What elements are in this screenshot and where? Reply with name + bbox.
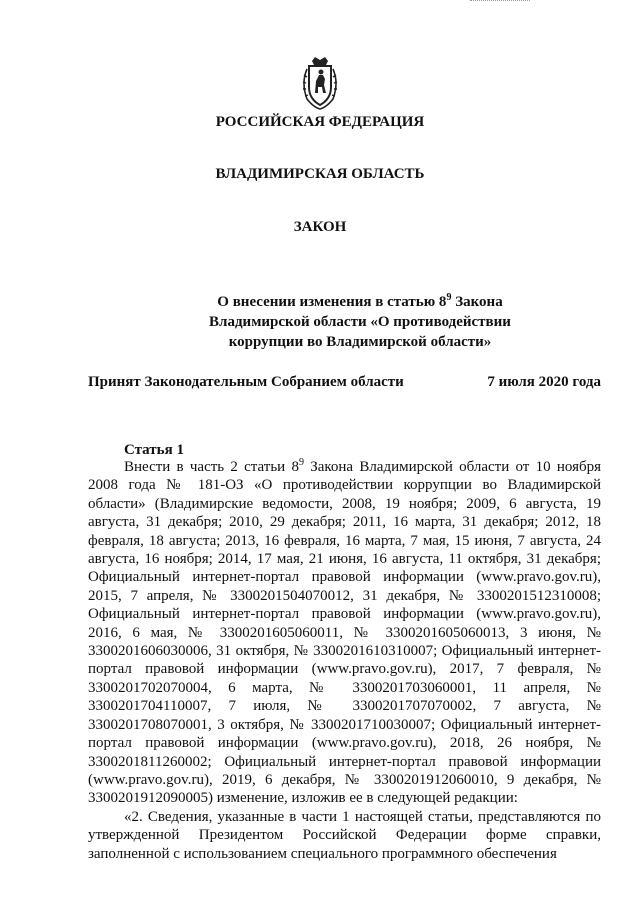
- region-heading: ВЛАДИМИРСКАЯ ОБЛАСТЬ: [215, 166, 425, 182]
- country-heading: РОССИЙСКАЯ ФЕДЕРАЦИЯ: [215, 114, 425, 130]
- article-heading: Статья 1: [124, 442, 184, 458]
- adopted-date: 7 июля 2020 года: [487, 374, 601, 390]
- scan-artifact: [470, 0, 530, 4]
- law-title-line2: Владимирской области «О противодействии: [209, 314, 511, 330]
- article-body: [88, 458, 601, 863]
- document-type-heading: ЗАКОН: [293, 219, 347, 235]
- adopted-by: Принят Законодательным Собранием области: [88, 374, 404, 390]
- paragraph: Внести в часть 2 статьи $8^9$ Закона Владимирской области от 10 ноября 2008 года № 181-ОЗ «О противодействии коррупции во Владимирской области» (Владимирские ведомости, 2008, 19 ноября; 2009, 6 августа, 19 августа, 31 декабря; 2010, 29 декабря; 2011, 16 марта, 31 декабря; 2012, 18 февраля, 18 августа; 2013, 16 февраля, 16 марта, 7 мая, 15 июня, 7 августа, 24 августа, 16 ноября; 2014, 17 мая, 21 июня, 16 августа, 11 октября, 31 декабря; Официальный интернет-портал правовой информации (www.pravo.gov.ru), 2015, 7 апреля, № 3300201504070012, 31 декабря, № 3300201512310008; Официальный интернет-портал правовой информации (www.pravo.gov.ru), 2016, 6 мая, № 3300201605060011, № 3300201605060013, 3 июня, № 3300201606030006, 31 октября, № 3300201610310007; Официальный интернет-портал правовой информации (www.pravo.gov.ru), 2017, 7 февраля, № 3300201702070004, 6 марта, № 3300201703060001, 11 апреля, № 3300201704110007, 7 июля, № 3300201707070002, 7 августа, № 3300201708070001, 3 октября, № 3300201710030007; Официальный интернет-портал правовой информации (www.pravo.gov.ru), 2018, 26 ноября, № 3300201811260002; Официальный интернет-портал правовой информации (www.pravo.gov.ru), 2019, 6 декабря, № 3300201912060010, 9 декабря, № 3300201912090005) изменение, изложив ее в следующей редакции:: [88, 457, 602, 807]
- law-title: [160, 288, 560, 352]
- paragraph: «2. Сведения, указанные в части 1 настоящей статьи, представляются по утвержденной Президентом Российской Федерации форме справки, заполненной с использованием специального программного обеспечения: [88, 808, 601, 862]
- coat-of-arms-icon: [297, 55, 343, 111]
- law-title-line1: О внесении изменения в статью $8^9$ Закона: [217, 292, 503, 310]
- adoption-line: [88, 374, 601, 391]
- law-title-line3: коррупции во Владимирской области»: [228, 334, 492, 350]
